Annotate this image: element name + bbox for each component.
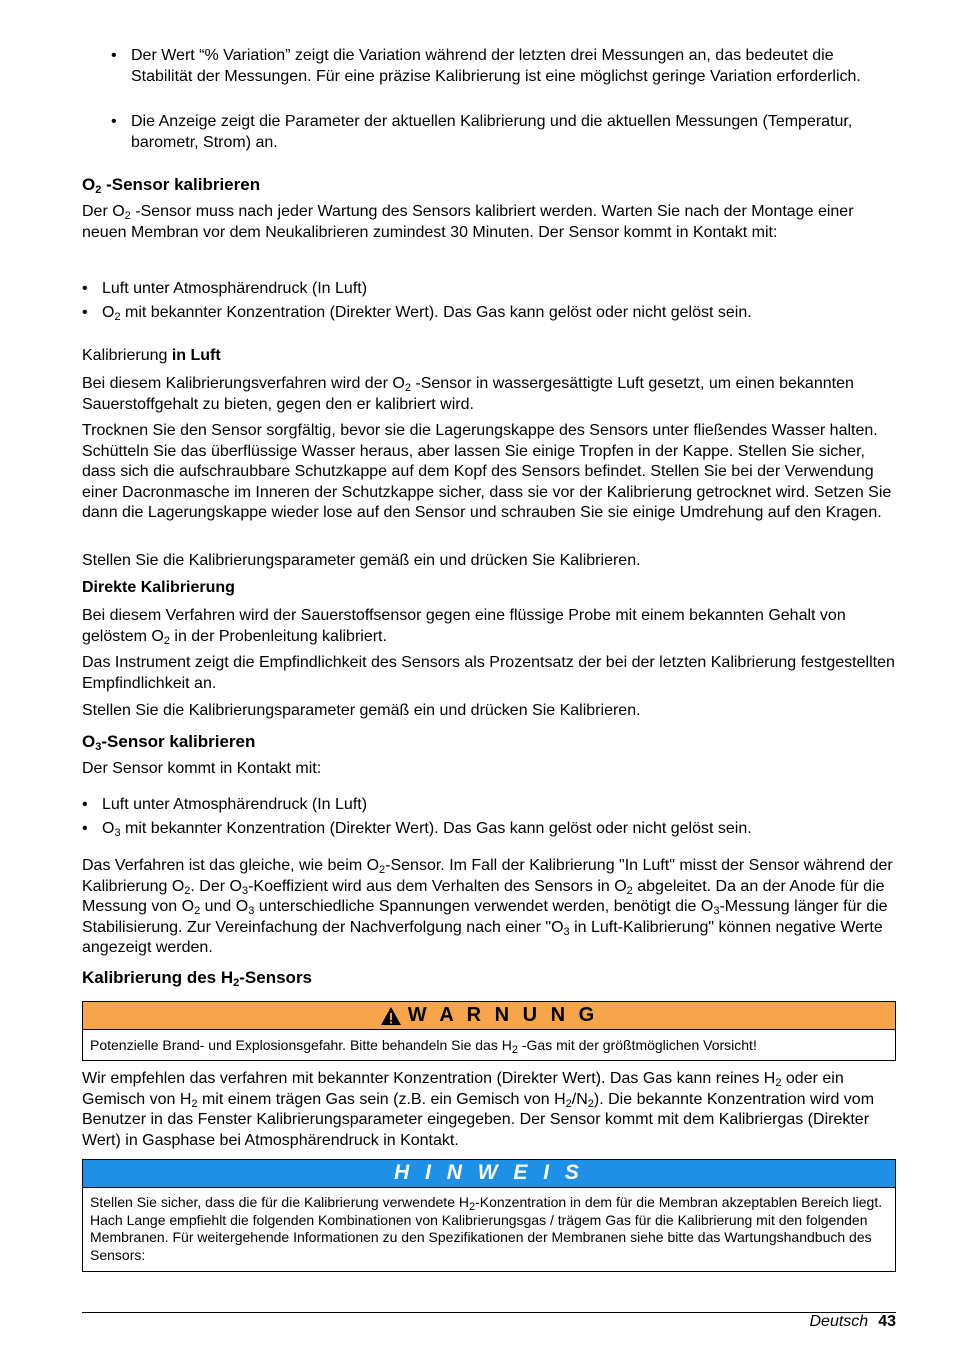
- note-title: H I N W E I S: [394, 1161, 584, 1185]
- warning-triangle-icon: [380, 1006, 402, 1026]
- paragraph: Bei diesem Verfahren wird der Sauerstoffsensor gegen eine flüssige Probe mit einem bekannten Gehalt von gelöstem $O_2$ in der Probenleitung kalibriert.: [82, 607, 846, 647]
- paragraph: Bei diesem Kalibrierungsverfahren wird der $O_2$ -Sensor in wassergesättigte Luft gesetzt, um einen bekannten Sauerstoffgehalt zu bieten, gegen den er kalibriert wird.: [82, 375, 854, 413]
- paragraph: Stellen Sie die Kalibrierungsparameter gemäß ein und drücken Sie Kalibrieren.: [82, 702, 641, 719]
- bullet-dot: •: [82, 796, 88, 813]
- warning-header: [83, 1002, 895, 1030]
- paragraph: Das Verfahren ist das gleiche, wie beim $O_2$-Sensor. Im Fall der Kalibrierung "In Luft" misst der Sensor während der Kalibrierung $O_2$. Der $O_3$-Koeffizient wird aus dem Verhalten des Sensors in $O_2$ abgeleitet. Da an der Anode für die Messung von $O_2$ und $O_3$ unterschiedliche Spannungen verwendet werden, benötigt die $O_3$-Messung länger für die Stabilisierung. Zur Vereinfachung der Nachverfolgung nach einer "$O_3$ in Luft-Kalibrierung" können negative Werte angezeigt werden.: [82, 857, 893, 956]
- subheading-calibration-air: Kalibrierung in Luft: [82, 347, 221, 364]
- note-text: Stellen Sie sicher, dass die für die Kalibrierung verwendete $H_2$-Konzentration in dem für die Membran akzeptablen Bereich liegt. Hach Lange empfiehlt die folgenden Kombinationen von Kalibrierungsgas / trägem Gas für die Kalibrierung mit den folgenden Membranen. Für weitergehende Informationen zu den Spezifikationen der Membranen siehe bitte das Wartungshandbuch des Sensors:: [90, 1194, 883, 1263]
- bullet-dot: •: [82, 280, 88, 297]
- footer-divider: [82, 1312, 896, 1313]
- list-item: • Luft unter Atmosphärendruck (In Luft): [82, 795, 896, 816]
- bullet-dot: •: [111, 47, 117, 64]
- note-box: [82, 1159, 896, 1272]
- list-item: • Luft unter Atmosphärendruck (In Luft): [82, 279, 896, 300]
- bullet-dot: •: [82, 820, 88, 837]
- section-heading-h2: Kalibrierung des $H_2$-Sensors: [82, 968, 313, 989]
- list-item: [82, 112, 896, 153]
- warning-title: W A R N U N G: [407, 1004, 599, 1027]
- warning-text: Potenzielle Brand- und Explosionsgefahr. Bitte behandeln Sie das $H_2$ -Gas mit der größtmöglichen Vorsicht!: [90, 1037, 757, 1056]
- bullet-text: Die Anzeige zeigt die Parameter der aktuellen Kalibrierung und die aktuellen Messungen (Temperatur, barometr, Strom) an.: [131, 113, 853, 151]
- page-footer: [810, 1312, 897, 1333]
- subheading-direct-calibration: Direkte Kalibrierung: [82, 579, 235, 596]
- paragraph: Trocknen Sie den Sensor sorgfältig, bevor sie die Lagerungskappe des Sensors unter fließendes Wasser halten. Schütteln Sie das überflüssige Wasser heraus, aber lassen Sie einige Tropfen in der Kappe. Stellen Sie sicher, dass sich die aufschraubbare Schutzkappe auf dem Kopf des Sensors befindet. Stellen Sie bei der Verwendung einer Dacronmasche im Inneren der Schutzkappe sicher, dass sie vor der Kalibrierung getrocknet wird. Setzen Sie dann die Lagerungskappe wieder lose auf den Sensor und schrauben Sie sie einige Umdrehung auf den Kragen.: [82, 422, 892, 521]
- note-header: [83, 1160, 895, 1188]
- list-item: [82, 46, 896, 87]
- list-item: • $O_3$ mit bekannter Konzentration (Direkter Wert). Das Gas kann gelöst oder nicht gelöst sein.: [82, 820, 752, 839]
- page-number: 43: [878, 1313, 896, 1330]
- list-item: • $O_2$ mit bekannter Konzentration (Direkter Wert). Das Gas kann gelöst oder nicht gelöst sein.: [82, 304, 752, 323]
- paragraph: Wir empfehlen das verfahren mit bekannter Konzentration (Direkter Wert). Das Gas kann reines $H_2$ oder ein Gemisch von $H_2$ mit einem trägen Gas sein (z.B. ein Gemisch von $H_2/N_2$). Die bekannte Konzentration wird vom Benutzer in das Fenster Kalibrierungsparameter eingegeben. Der Sensor kommt mit dem Kalibriergas (Direkter Wert) in Gasphase bei Atmosphärendruck in Kontakt.: [82, 1070, 875, 1149]
- bullet-text: Der Wert “% Variation” zeigt die Variation während der letzten drei Messungen an, das bedeutet die Stabilität der Messungen. Für eine präzise Kalibrierung ist eine möglichst geringe Variation erforderlich.: [131, 47, 861, 85]
- paragraph: Das Instrument zeigt die Empfindlichkeit des Sensors als Prozentsatz der bei der letzten Kalibrierung festgestellten Empfindlichkeit an.: [82, 654, 895, 692]
- paragraph: Stellen Sie die Kalibrierungsparameter gemäß ein und drücken Sie Kalibrieren.: [82, 552, 641, 569]
- section-heading-o2: $O_2$ -Sensor kalibrieren: [82, 175, 261, 196]
- warning-box: [82, 1001, 896, 1061]
- bullet-dot: •: [111, 113, 117, 130]
- footer-language: Deutsch: [809, 1313, 869, 1330]
- bullet-dot: •: [82, 304, 88, 321]
- paragraph: Der $O_2$ -Sensor muss nach jeder Wartung des Sensors kalibriert werden. Warten Sie nach der Montage einer neuen Membran vor dem Neukalibrieren zumindest 30 Minuten. Der Sensor kommt in Kontakt mit:: [82, 203, 854, 241]
- section-heading-o3: $O_3$-Sensor kalibrieren: [82, 732, 256, 753]
- paragraph: Der Sensor kommt in Kontakt mit:: [82, 760, 322, 777]
